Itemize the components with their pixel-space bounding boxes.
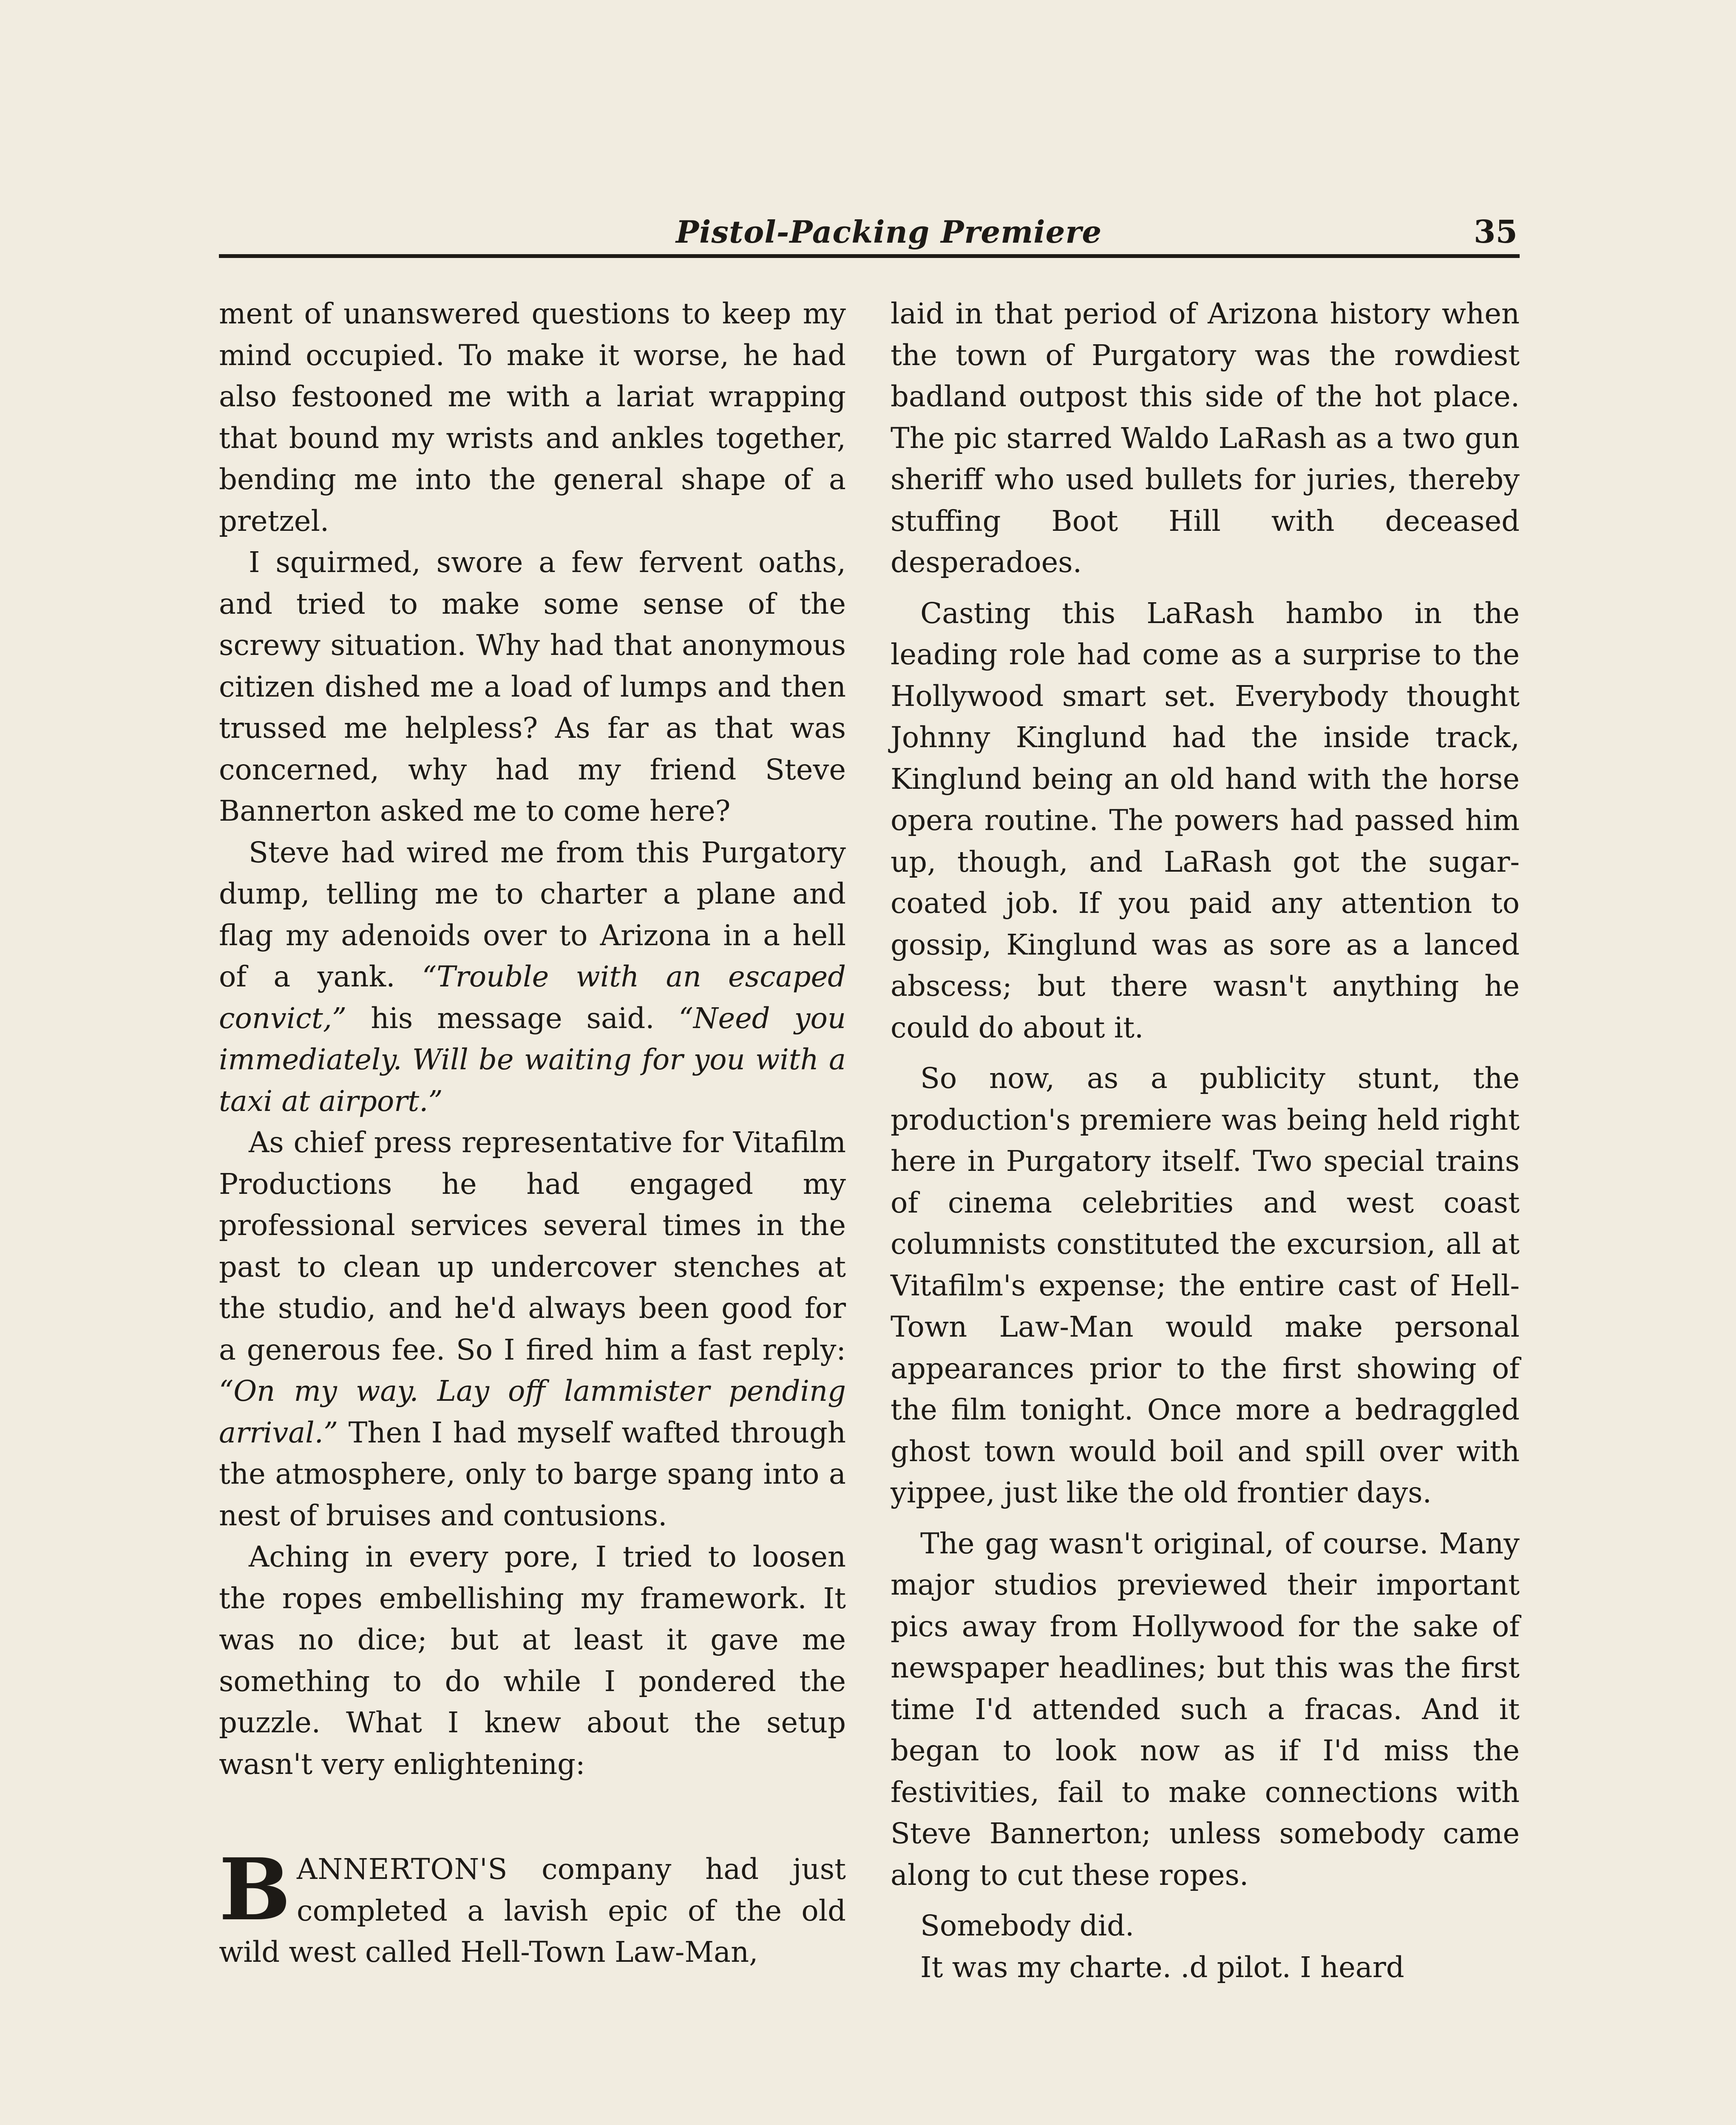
- paragraph-text: Steve had wired me from this Purgatory dump, telling me to charter a plane and flag my adenoids over to Arizona in a hell of a yank.: [219, 836, 846, 993]
- paragraph: [219, 832, 846, 1122]
- telegram-reply: “On my way. Lay off lammister pending arrival.”: [219, 1374, 846, 1449]
- drop-cap: B: [219, 1840, 291, 1940]
- paragraph: It was my charte. .d pilot. I heard: [920, 1950, 1404, 1984]
- paragraph-text: company had just completed a lavish epic of the old wild west called Hell-Town Law-Man,: [219, 1853, 846, 1969]
- paragraph-text: his message said.: [346, 1001, 679, 1035]
- paragraph: Aching in every pore, I tried to loosen the ropes embellishing my framework. It was no dice; but at least it gave me something to do while I pondered the puzzle. What I knew about the setup wasn't very enlightening:: [219, 1540, 846, 1781]
- right-column: [891, 293, 1520, 1988]
- paragraph-text: Then I had myself wafted through the atmosphere, only to barge spang into a nest of bruises and contusions.: [219, 1416, 846, 1532]
- page-number: 35: [1474, 214, 1518, 250]
- section-start-paragraph: [219, 1840, 846, 1973]
- paragraph: Somebody did.: [920, 1909, 1135, 1942]
- paragraph: The gag wasn't original, of course. Many major studios previewed their important pics away from Hollywood for the sake of newspaper headlines; but this was the first time I'd attended such a fracas. And it began to look now as if I'd miss the festivities, fail to make connections with Steve Bannerton; unless somebody came along to cut these ropes.: [891, 1527, 1520, 1892]
- small-caps-lead: ANNERTON'S: [297, 1853, 508, 1886]
- paragraph: So now, as a publicity stunt, the production's premiere was being held right here in Purgatory itself. Two special trains of cinema celebrities and west coast columnists constituted the excursion, all at Vitafilm's expense; the entire cast of Hell-Town Law-Man would make personal appearances prior to the first showing of the film tonight. Once more a bedraggled ghost town would boil and spill over with yippee, just like the old frontier days.: [891, 1062, 1520, 1509]
- paragraph: ment of unanswered questions to keep my mind occupied. To make it worse, he had also festooned me with a lariat wrapping that bound my wrists and ankles together, bending me into the general shape of a pretzel.: [219, 297, 846, 538]
- page-header: [219, 210, 1518, 257]
- paragraph-text: As chief press representative for Vitafilm Productions he had engaged my professional services several times in the past to clean up undercover stenches at the studio, and he'd always been good for a generous fee. So I fired him a fast reply:: [219, 1126, 846, 1366]
- header-rule: [219, 254, 1520, 258]
- paragraph: Casting this LaRash hambo in the leading role had come as a surprise to the Hollywood smart set. Everybody thought Johnny Kinglund had the inside track, Kinglund being an old hand with the horse opera routine. The powers had passed him up, though, and LaRash got the sugar-coated job. If you paid any attention to gossip, Kinglund was as sore as a lanced abscess; but there wasn't anything he could do about it.: [891, 596, 1520, 1044]
- telegram-quote: “Trouble with an escaped convict,”: [219, 960, 846, 1035]
- paragraph: I squirmed, swore a few fervent oaths, and tried to make some sense of the screwy situation. Why had that anonymous citizen dished me a load of lumps and then trussed me helpless? As far as that was concerned, why had my friend Steve Bannerton asked me to come here?: [219, 546, 846, 827]
- running-title: Pistol-Packing Premiere: [676, 214, 1102, 250]
- paragraph: laid in that period of Arizona history when the town of Purgatory was the rowdiest badland outpost this side of the hot place. The pic starred Waldo LaRash as a two gun sheriff who used bullets for juries, thereby stuffing Boot Hill with deceased desperadoes.: [891, 297, 1520, 579]
- left-column: [219, 293, 846, 1973]
- paragraph: [219, 1122, 846, 1536]
- telegram-quote: “Need you immediately. Will be waiting for you with a taxi at airport.”: [219, 1001, 846, 1118]
